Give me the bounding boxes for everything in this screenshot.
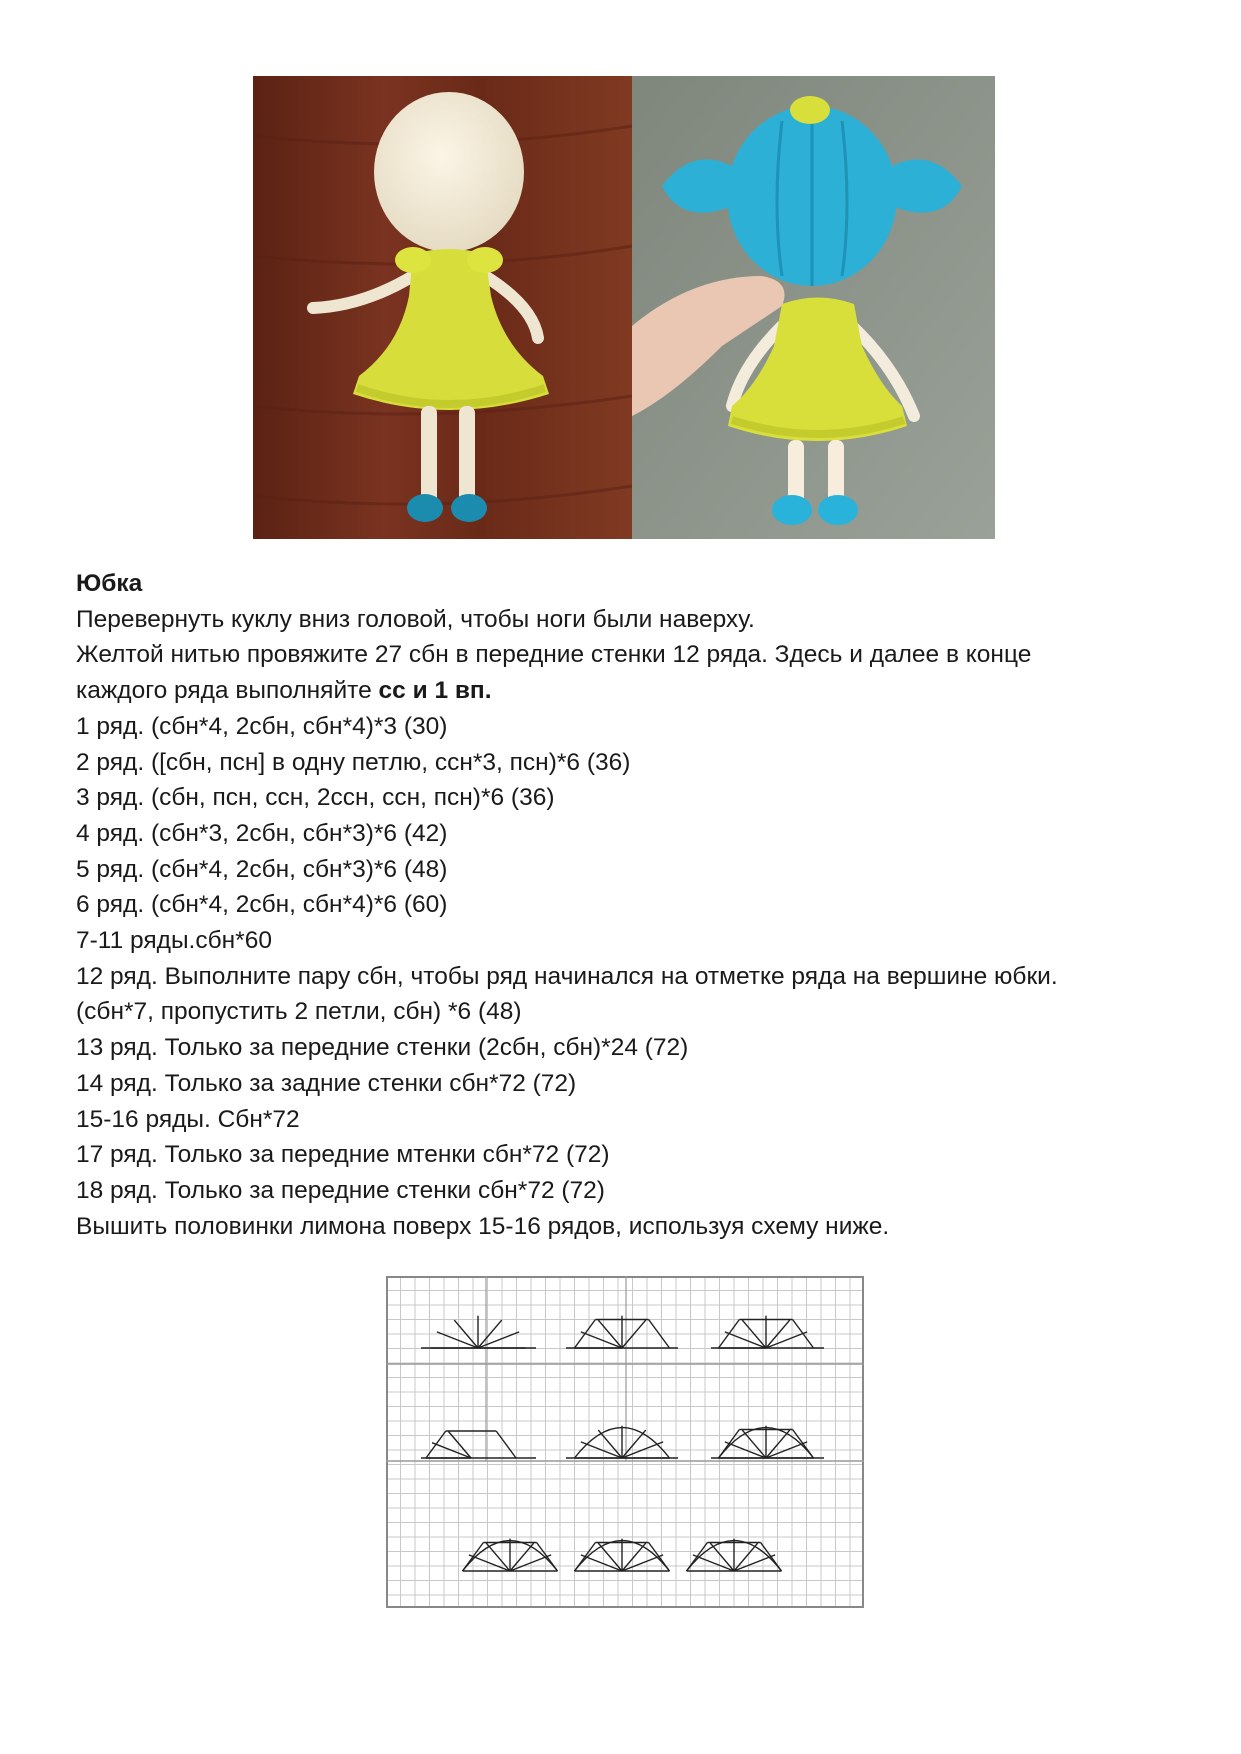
instruction-line-2-bold: сс и 1 вп. bbox=[378, 677, 492, 705]
doll-front-photo-icon bbox=[253, 76, 632, 539]
row-12-pattern: (сбн*7, пропустить 2 петли, сбн) *6 (48) bbox=[76, 998, 522, 1026]
row-14: 14 ряд. Только за задние стенки сбн*72 (72) bbox=[76, 1069, 577, 1097]
instruction-line-2 bbox=[76, 673, 1176, 709]
row-5: 5 ряд. (сбн*4, 2сбн, сбн*3)*6 (48) bbox=[76, 855, 448, 883]
lemon-embroidery-scheme bbox=[386, 1276, 864, 1608]
rows-15-16: 15-16 ряды. Сбн*72 bbox=[76, 1105, 300, 1133]
rows-7-11: 7-11 ряды.сбн*60 bbox=[76, 927, 272, 955]
row-6: 6 ряд. (сбн*4, 2сбн, сбн*4)*6 (60) bbox=[76, 891, 448, 919]
outro-text: Вышить половинки лимона поверх 15-16 рядов, используя схему ниже. bbox=[76, 1212, 890, 1240]
row-13: 13 ряд. Только за передние стенки (2сбн, сбн)*24 (72) bbox=[76, 1034, 689, 1062]
doll-back-photo bbox=[632, 76, 995, 539]
instruction-line-1: Желтой нитью провяжите 27 сбн в передние стенки 12 ряда. Здесь и далее в конце bbox=[76, 641, 1032, 669]
row-17: 17 ряд. Только за передние мтенки сбн*72 (72) bbox=[76, 1141, 610, 1169]
skirt-instructions bbox=[76, 566, 1176, 1244]
row-3: 3 ряд. (сбн, псн, ссн, 2ссн, ссн, псн)*6 (36) bbox=[76, 784, 555, 812]
doll-photos bbox=[253, 76, 995, 539]
doll-back-photo-icon bbox=[632, 76, 995, 539]
row-4: 4 ряд. (сбн*3, 2сбн, сбн*3)*6 (42) bbox=[76, 819, 448, 847]
row-18: 18 ряд. Только за передние стенки сбн*72 (72) bbox=[76, 1176, 605, 1204]
row-2: 2 ряд. ([сбн, псн] в одну петлю, ссн*3, псн)*6 (36) bbox=[76, 748, 631, 776]
row-1: 1 ряд. (сбн*4, 2сбн, сбн*4)*3 (30) bbox=[76, 712, 448, 740]
section-title: Юбка bbox=[76, 570, 143, 597]
lemon-embroidery-grid-icon bbox=[386, 1276, 864, 1608]
row-12: 12 ряд. Выполните пару сбн, чтобы ряд начинался на отметке ряда на вершине юбки. bbox=[76, 962, 1058, 990]
intro-text: Перевернуть куклу вниз головой, чтобы ноги были наверху. bbox=[76, 605, 755, 633]
instruction-line-2-text: каждого ряда выполняйте bbox=[76, 677, 379, 705]
doll-front-photo bbox=[253, 76, 632, 539]
